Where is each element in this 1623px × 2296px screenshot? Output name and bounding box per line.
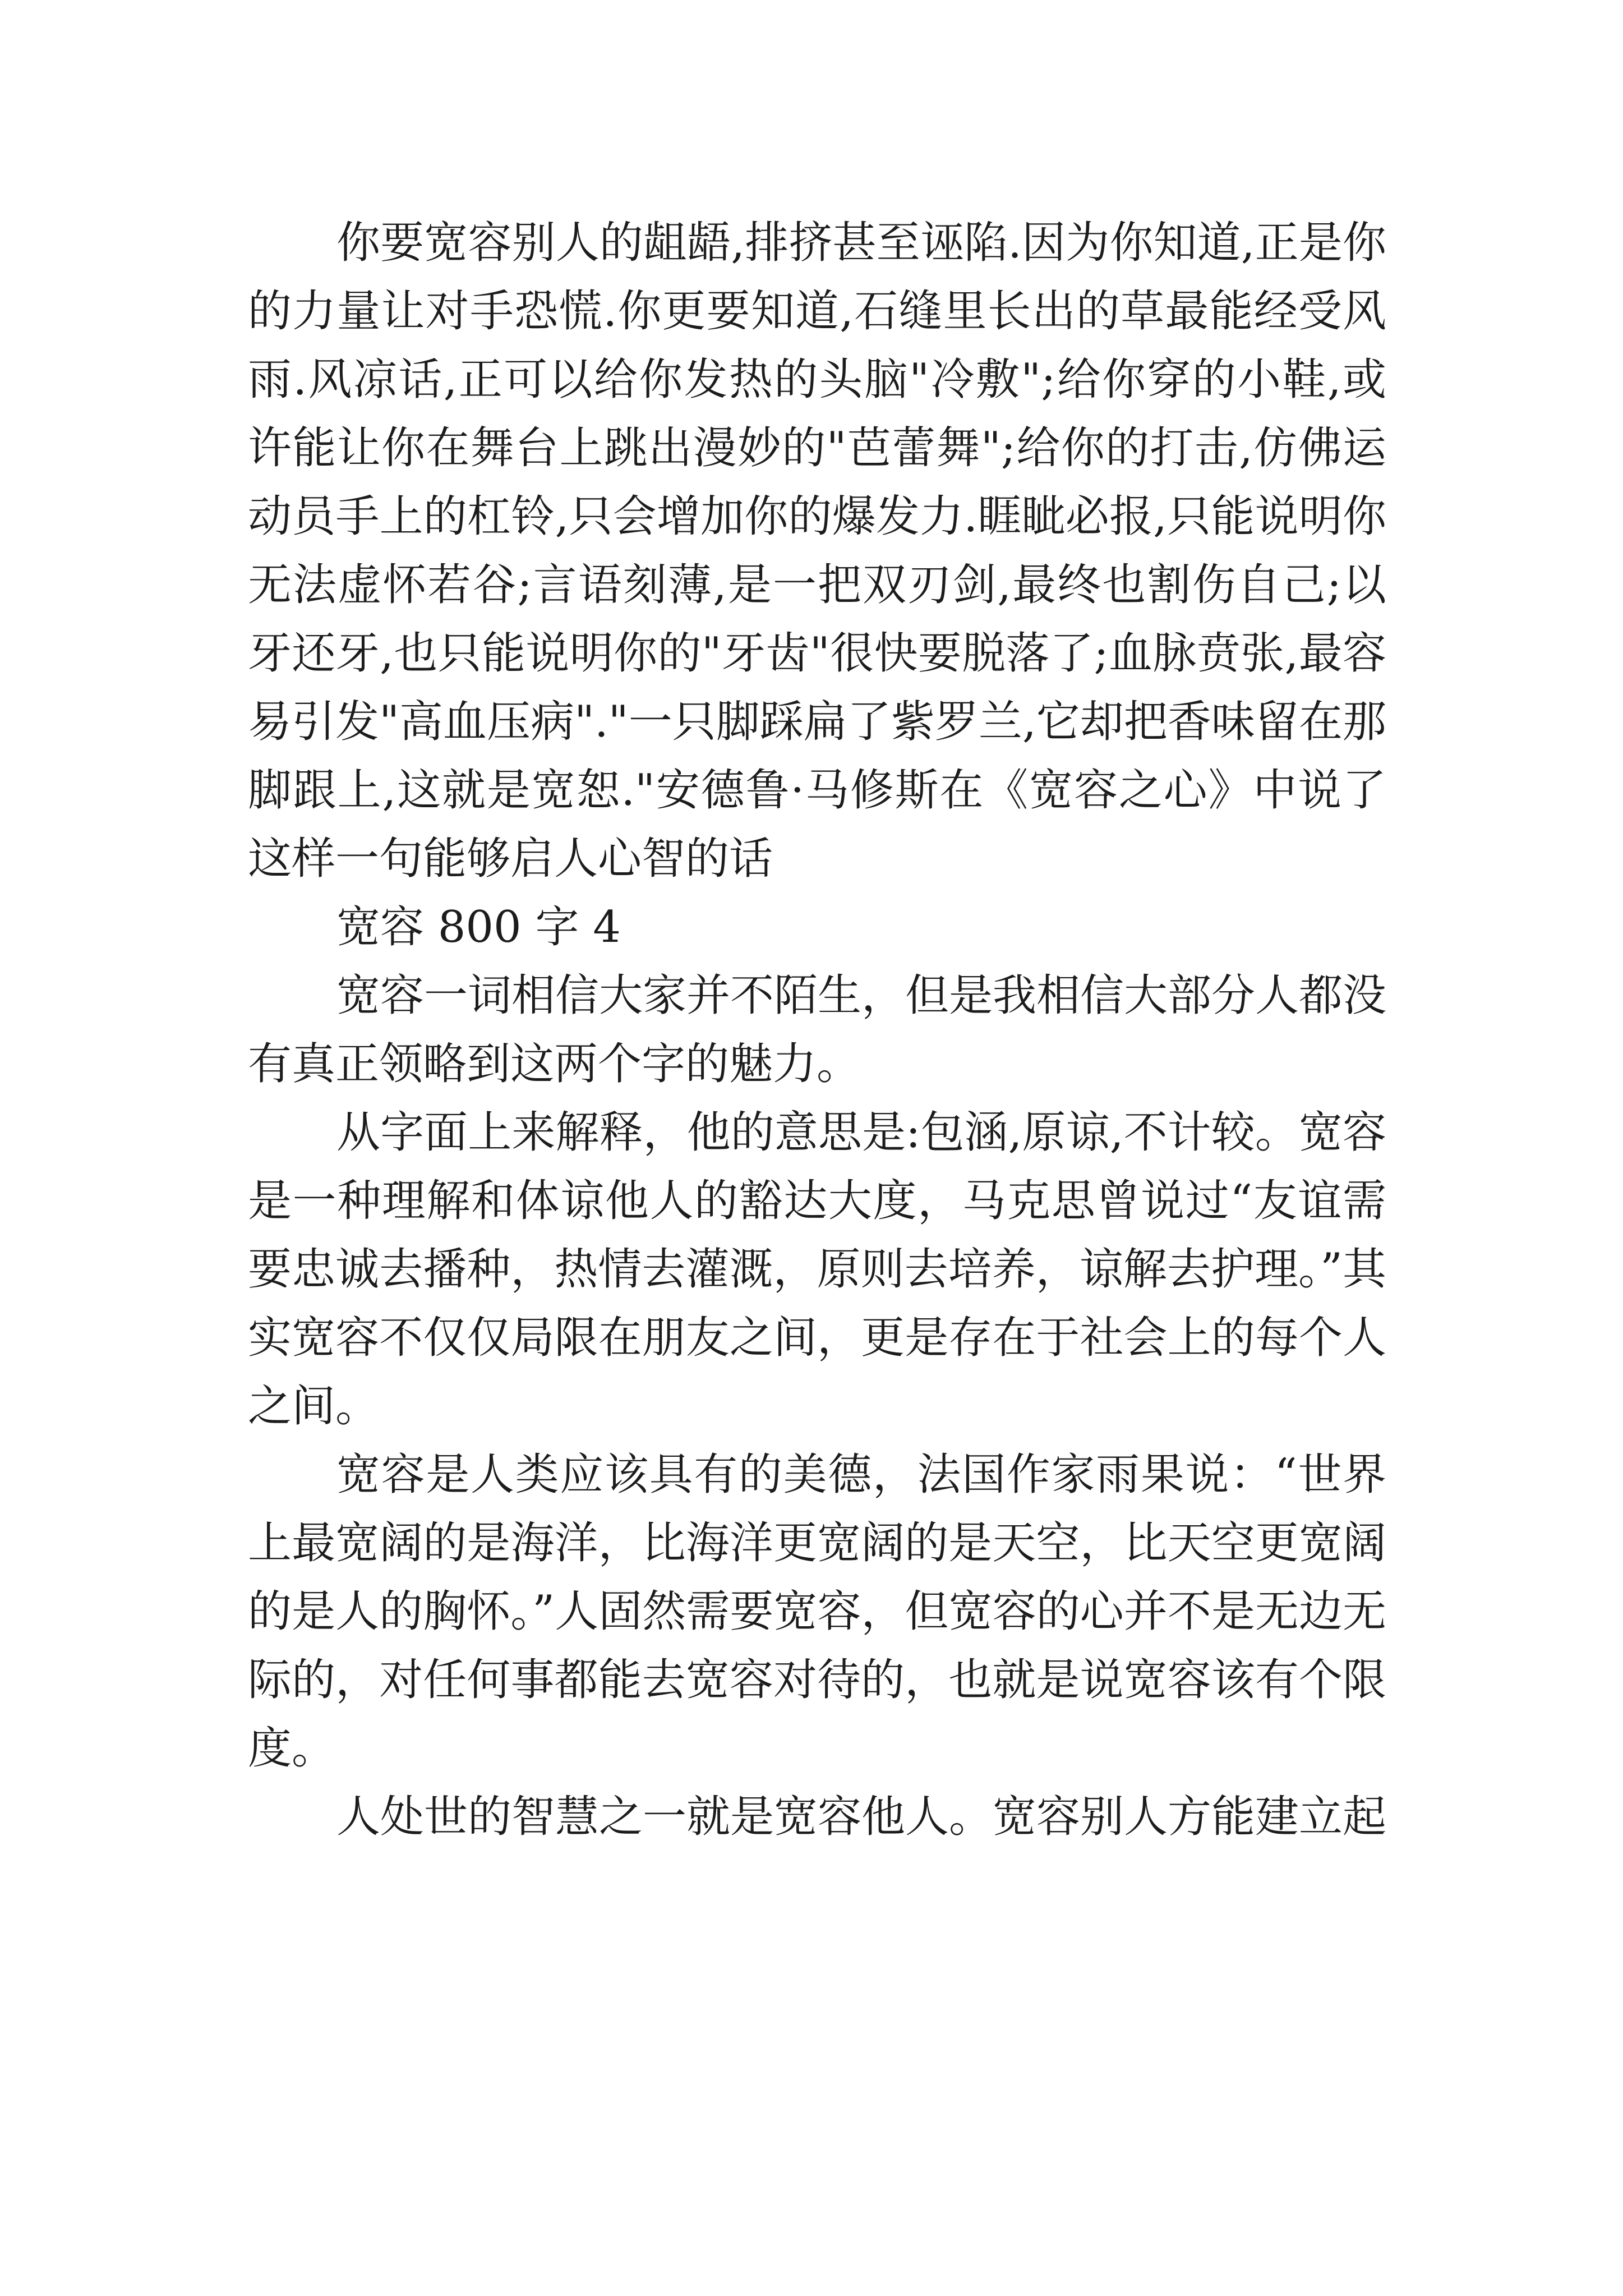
section-heading: 宽容 800 字 4: [336, 902, 621, 953]
document-body: [248, 209, 1386, 1851]
paragraph-intro: 宽容一词相信大家并不陌生，但是我相信大部分人都没有真正领略到这两个字的魅力。: [248, 970, 1387, 1089]
paragraph-definition: 从字面上来解释，他的意思是:包涵,原谅,不计较。宽容是一种理解和体谅他人的豁达大度，马克思曾说过“友谊需要忠诚去播种，热情去灌溉，原则去培养，谅解去护理。”其实宽容不仅仅局限在朋友之间，更是存在于社会上的每个人之间。: [248, 1107, 1386, 1432]
paragraph-virtue: 宽容是人类应该具有的美德，法国作家雨果说：“世界上最宽阔的是海洋，比海洋更宽阔的是天空，比天空更宽阔的是人的胸怀。”人固然需要宽容，但宽容的心并不是无边无际的，对任何事都能去宽容对待的，也就是说宽容该有个限度。: [248, 1450, 1386, 1774]
paragraph-tolerance-essay: 你要宽容别人的龃龉,排挤甚至诬陷.因为你知道,正是你的力量让对手恐慌.你更要知道,石缝里长出的草最能经受风雨.风凉话,正可以给你发热的头脑"冷敷";给你穿的小鞋,或许能让你在舞台上跳出漫妙的"芭蕾舞";给你的打击,仿佛运动员手上的杠铃,只会增加你的爆发力.睚眦必报,只能说明你无法虚怀若谷;言语刻薄,是一把双刃剑,最终也割伤自己;以牙还牙,也只能说明你的"牙齿"很快要脱落了;血脉贲张,最容易引发"高血压病"."一只脚踩扁了紫罗兰,它却把香味留在那脚跟上,这就是宽恕."安德鲁·马修斯在《宽容之心》中说了这样一句能够启人心智的话: [248, 218, 1386, 884]
paragraph-wisdom: 人处世的智慧之一就是宽容他人。宽容别人方能建立起: [336, 1792, 1387, 1842]
